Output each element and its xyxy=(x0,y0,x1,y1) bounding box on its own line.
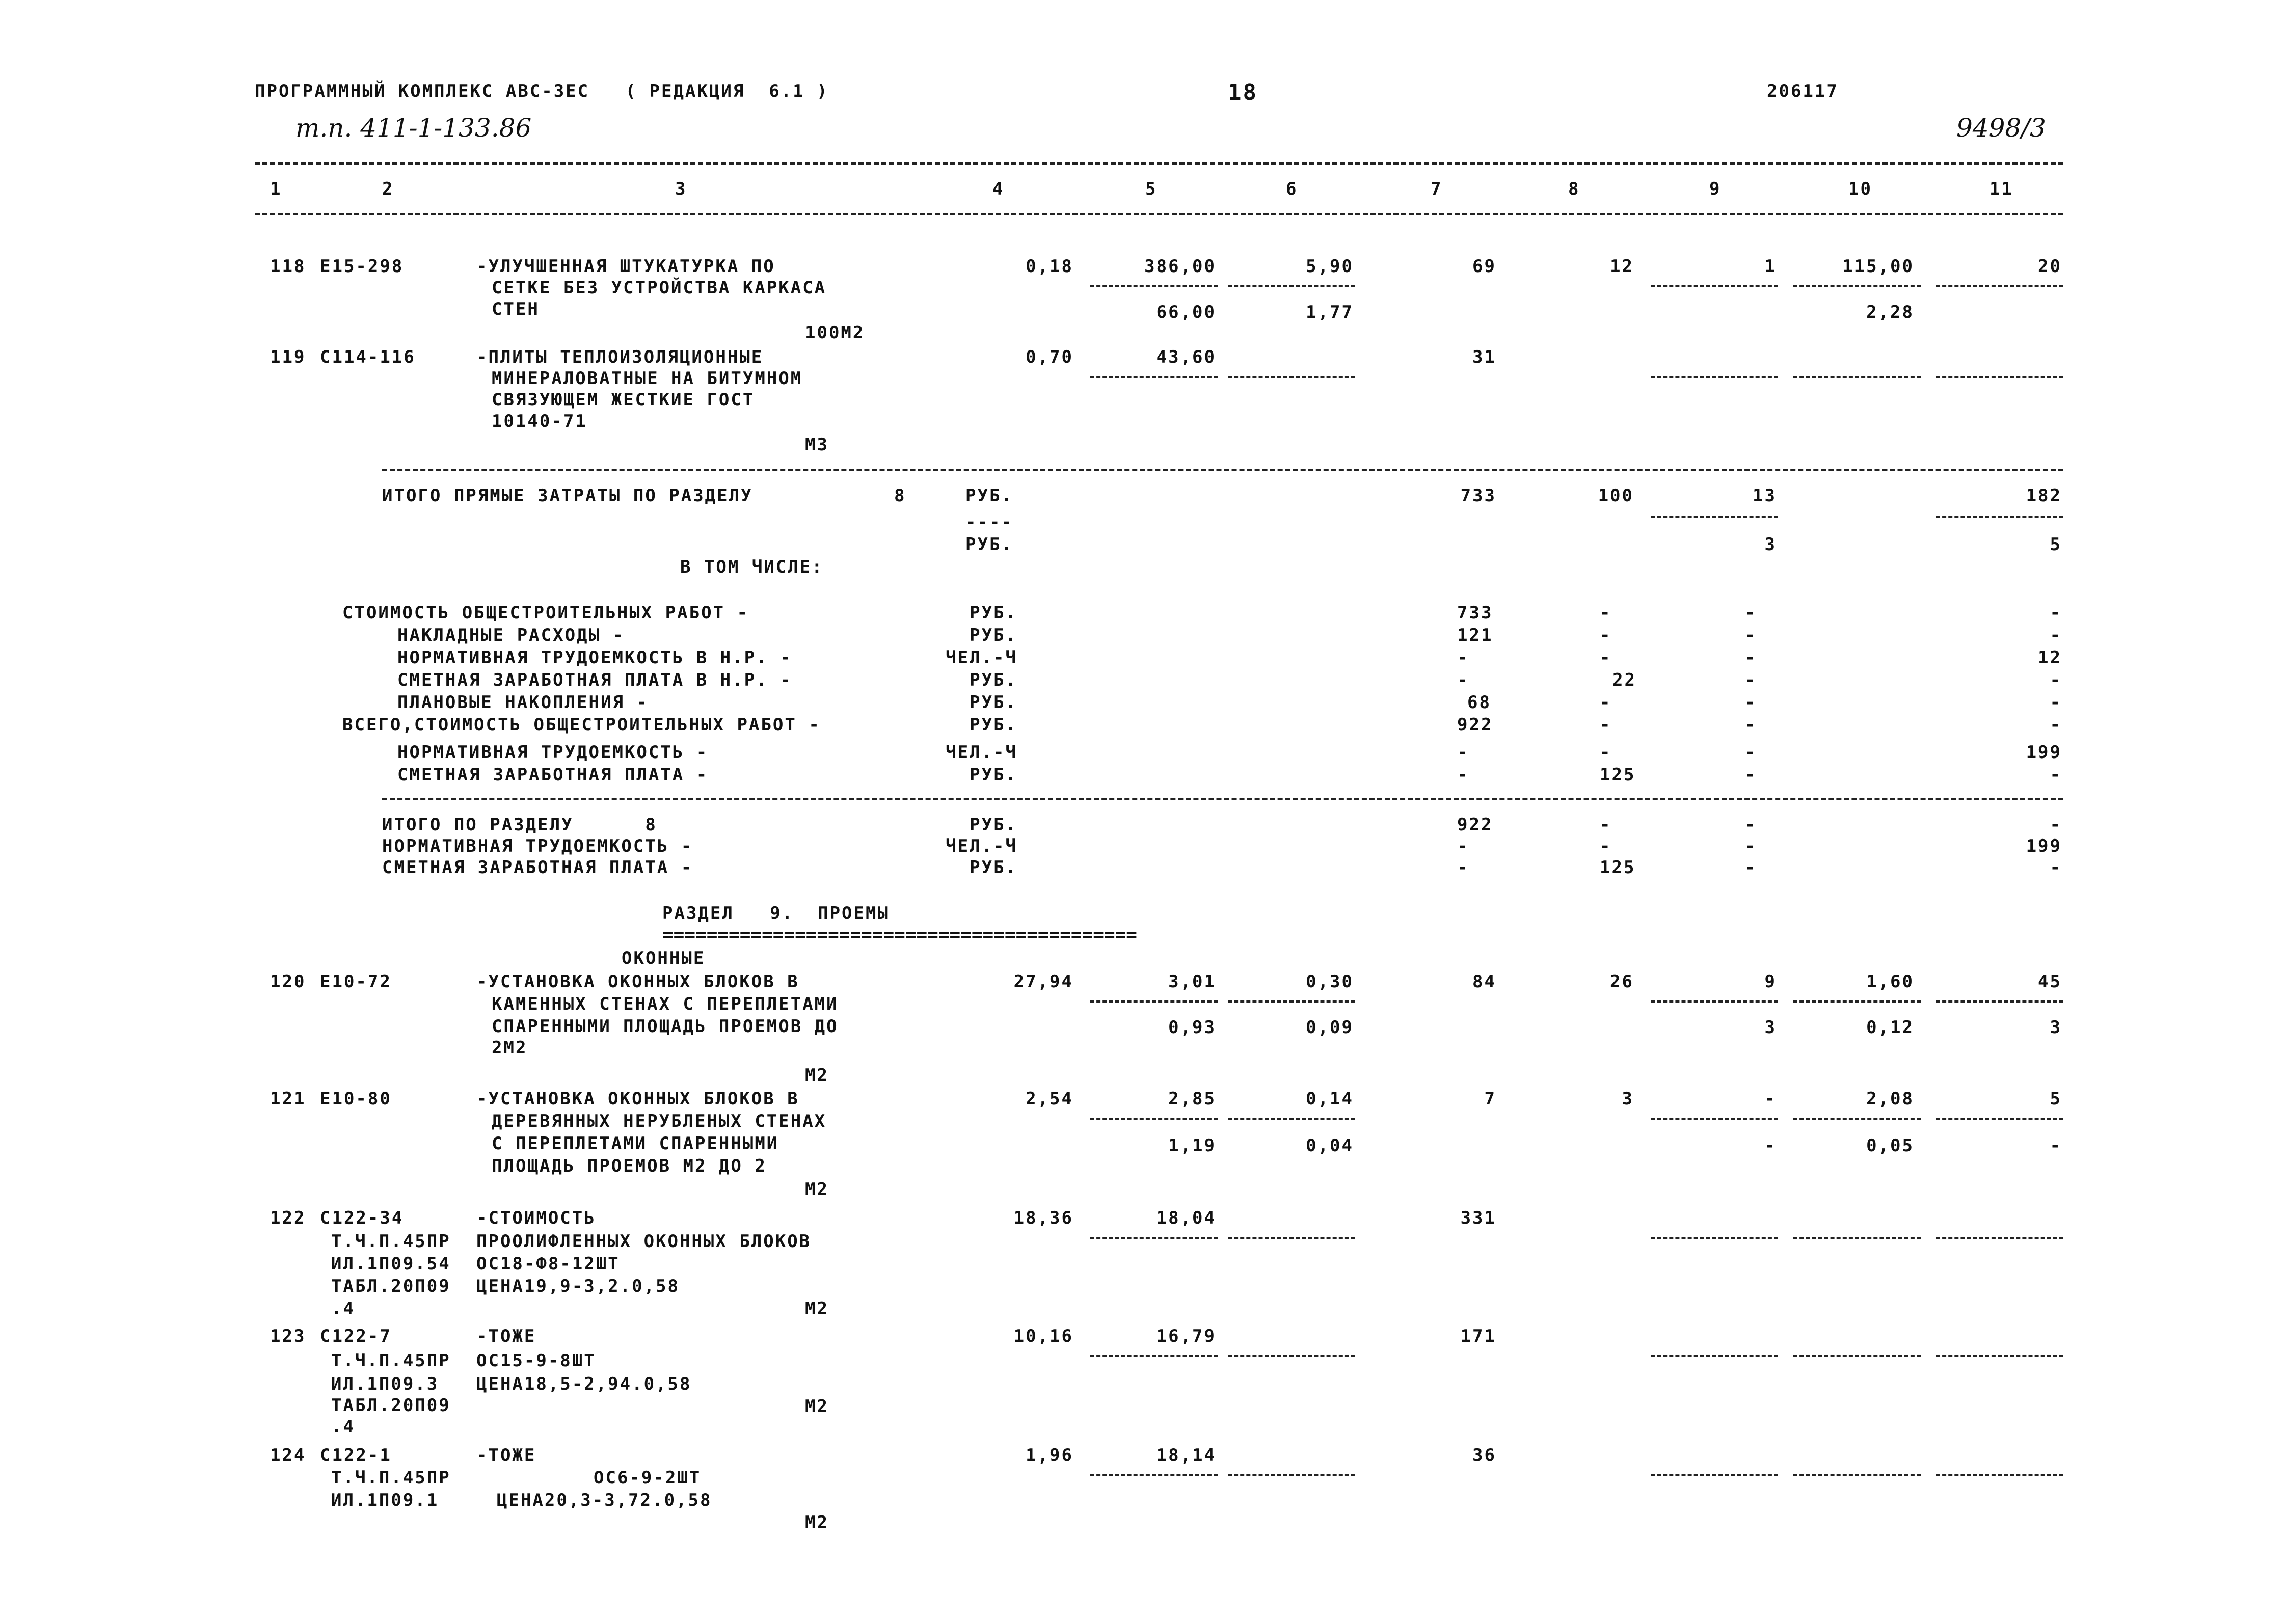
cell-unit-wage: 66,00 xyxy=(1156,302,1216,322)
rate-code: Е10-72 xyxy=(320,971,392,992)
unit: РУБ. xyxy=(965,485,1013,506)
row-description: ЦЕНА18,5-2,94.0,58 xyxy=(476,1374,692,1394)
cell-quantity: 10,16 xyxy=(1013,1326,1073,1346)
cell-labor-total: 199 xyxy=(2026,836,2062,856)
cell-labor-machine: 2,28 xyxy=(1866,302,1914,322)
dash-rule xyxy=(1793,1118,1921,1120)
cell-total-cost: 121 xyxy=(1457,625,1493,645)
dash-rule xyxy=(1651,1237,1778,1239)
cell-unit-cost: 16,79 xyxy=(1156,1326,1216,1346)
dash-rule xyxy=(1090,1000,1218,1003)
column-header: 1 xyxy=(270,179,282,199)
cell-wage-total: - xyxy=(1600,815,1612,835)
row-number: 124 xyxy=(270,1445,306,1466)
cell-total-cost: 733 xyxy=(1460,485,1496,506)
cell-wage-total: 125 xyxy=(1600,765,1636,785)
cell-labor-total: 5 xyxy=(2050,534,2062,555)
cell-labor-total: - xyxy=(2050,692,2062,713)
row-number: 122 xyxy=(270,1208,306,1228)
row-description: 2М2 xyxy=(492,1038,528,1058)
cell-machine-total: - xyxy=(1745,765,1757,785)
cell-machine-total: 13 xyxy=(1753,485,1777,506)
unit: М3 xyxy=(805,435,829,455)
cell-wage-total: - xyxy=(1600,625,1612,645)
reference: ТАБЛ.20П09 xyxy=(331,1276,451,1296)
reference: Т.Ч.П.45ПР xyxy=(331,1350,451,1371)
row-description: МИНЕРАЛОВАТНЫЕ НА БИТУМНОМ xyxy=(492,368,803,389)
cell-unit-wage: 1,19 xyxy=(1168,1135,1216,1156)
cell-labor-unit: 115,00 xyxy=(1842,256,1914,277)
unit: М2 xyxy=(805,1179,829,1200)
dash-rule xyxy=(1228,1118,1355,1120)
row-description: ДЕРЕВЯННЫХ НЕРУБЛЕНЫХ СТЕНАХ xyxy=(492,1111,827,1131)
cell-machine-total: - xyxy=(1745,670,1757,690)
reference: ТАБЛ.20П09 xyxy=(331,1395,451,1416)
row-description: ЦЕНА20,3-3,72.0,58 xyxy=(497,1490,712,1510)
cell-total-cost: 69 xyxy=(1472,256,1496,277)
cell-machine-total: - xyxy=(1745,857,1757,878)
cell-labor-total: 3 xyxy=(2050,1017,2062,1038)
cell-total-cost: 331 xyxy=(1460,1208,1496,1228)
column-header: 9 xyxy=(1709,179,1722,199)
row-description: ОС18-Ф8-12ШТ xyxy=(476,1254,620,1274)
dash-rule xyxy=(1793,1237,1921,1239)
archive-number: 9498/3 xyxy=(1956,113,2046,143)
column-header: 6 xyxy=(1286,179,1298,199)
cell-unit-wage: 0,93 xyxy=(1168,1017,1216,1038)
row-number: 120 xyxy=(270,971,306,992)
cell-total-cost: 7 xyxy=(1484,1089,1496,1109)
unit: РУБ. xyxy=(970,715,1017,735)
cell-machine-wage: 0,04 xyxy=(1306,1135,1354,1156)
dash-rule xyxy=(1090,1355,1218,1357)
row-description: -ТОЖЕ xyxy=(476,1326,536,1346)
unit: РУБ. xyxy=(970,625,1017,645)
cell-wage-total: - xyxy=(1600,692,1612,713)
dash-rule xyxy=(1793,1355,1921,1357)
cell-labor-total: 182 xyxy=(2026,485,2062,506)
row-number: 118 xyxy=(270,256,306,277)
total-section: 8 xyxy=(894,485,906,506)
dash-rule xyxy=(1793,1474,1921,1476)
cell-quantity: 0,70 xyxy=(1026,347,1073,367)
cell-total-cost: - xyxy=(1457,670,1469,690)
row-description: ЦЕНА19,9-3,2.0,58 xyxy=(476,1276,680,1296)
dash-rule xyxy=(1936,285,2063,287)
cell-wage-total: 26 xyxy=(1610,971,1634,992)
cell-labor-unit: 2,08 xyxy=(1866,1089,1914,1109)
dash-rule xyxy=(1228,285,1355,287)
header-rule-bottom xyxy=(255,213,2063,215)
cell-machine-wage: 0,09 xyxy=(1306,1017,1354,1038)
dash-rule xyxy=(1090,1474,1218,1476)
column-header: 2 xyxy=(382,179,394,199)
rate-code: Е15-298 xyxy=(320,256,404,277)
row-number: 119 xyxy=(270,347,306,367)
dash-rule xyxy=(1228,1474,1355,1476)
row-number: 123 xyxy=(270,1326,306,1346)
dash-mark: ---- xyxy=(965,512,1013,532)
rate-code: С122-34 xyxy=(320,1208,404,1228)
row-description: ОС6-9-2ШТ xyxy=(594,1468,702,1488)
column-header: 5 xyxy=(1145,179,1158,199)
cell-total-cost: 31 xyxy=(1472,347,1496,367)
cell-wage-total: - xyxy=(1600,742,1612,763)
dash-rule xyxy=(1228,376,1355,378)
section-total-label: ИТОГО ПО РАЗДЕЛУ 8 xyxy=(382,815,657,835)
cell-labor-total: - xyxy=(2050,765,2062,785)
cell-wage-total: - xyxy=(1600,647,1612,668)
rate-code: С122-7 xyxy=(320,1326,392,1346)
reference: ИЛ.1П09.3 xyxy=(331,1374,439,1394)
unit: РУБ. xyxy=(970,815,1017,835)
cell-machine-wage: 3 xyxy=(1764,1017,1777,1038)
row-description: 10140-71 xyxy=(492,411,587,431)
cell-machine-cost: 0,30 xyxy=(1306,971,1354,992)
breakdown-label: НАКЛАДНЫЕ РАСХОДЫ - xyxy=(397,625,625,645)
document-code: 206117 xyxy=(1767,81,1839,101)
cell-total-cost: 922 xyxy=(1457,815,1493,835)
cell-wage-total: 22 xyxy=(1612,670,1636,690)
cell-labor-total: - xyxy=(2050,603,2062,623)
breakdown-label: ПЛАНОВЫЕ НАКОПЛЕНИЯ - xyxy=(397,692,649,713)
unit: РУБ. xyxy=(970,692,1017,713)
header-rule-top xyxy=(255,162,2063,165)
breakdown-label: СМЕТНАЯ ЗАРАБОТНАЯ ПЛАТА В Н.Р. - xyxy=(397,670,792,690)
cell-unit-cost: 18,04 xyxy=(1156,1208,1216,1228)
cell-labor-total: 199 xyxy=(2026,742,2062,763)
dash-rule xyxy=(1793,376,1921,378)
dash-rule xyxy=(1936,1355,2063,1357)
cell-total-cost: 68 xyxy=(1467,692,1491,713)
cell-total-cost: 733 xyxy=(1457,603,1493,623)
unit: ЧЕЛ.-Ч xyxy=(946,742,1017,763)
dash-rule xyxy=(1936,1000,2063,1003)
unit: РУБ. xyxy=(970,765,1017,785)
total-label: ИТОГО ПРЯМЫЕ ЗАТРАТЫ ПО РАЗДЕЛУ xyxy=(382,485,753,506)
dash-rule xyxy=(1793,285,1921,287)
rate-code: С122-1 xyxy=(320,1445,392,1466)
unit: ЧЕЛ.-Ч xyxy=(946,647,1017,668)
row-description: -ТОЖЕ xyxy=(476,1445,536,1466)
section-title: РАЗДЕЛ 9. ПРОЕМЫ xyxy=(662,903,890,924)
cell-wage-total: 125 xyxy=(1600,857,1636,878)
cell-total-cost: - xyxy=(1457,857,1469,878)
cell-machine-total: - xyxy=(1764,1089,1777,1109)
section-total-label: СМЕТНАЯ ЗАРАБОТНАЯ ПЛАТА - xyxy=(382,857,693,878)
cell-machine-total: - xyxy=(1745,836,1757,856)
cell-machine-total: - xyxy=(1745,692,1757,713)
unit: М2 xyxy=(805,1512,829,1533)
breakdown-label: СМЕТНАЯ ЗАРАБОТНАЯ ПЛАТА - xyxy=(397,765,709,785)
cell-labor-machine: 0,12 xyxy=(1866,1017,1914,1038)
cell-wage-total: 100 xyxy=(1598,485,1634,506)
dash-rule xyxy=(1090,376,1218,378)
dash-rule xyxy=(1228,1355,1355,1357)
cell-machine-wage: 1,77 xyxy=(1306,302,1354,322)
cell-labor-total: 12 xyxy=(2038,647,2062,668)
cell-labor-total: - xyxy=(2050,625,2062,645)
cell-labor-machine: 0,05 xyxy=(1866,1135,1914,1156)
row-description: СТЕН xyxy=(492,299,540,319)
reference: ИЛ.1П09.1 xyxy=(331,1490,439,1510)
unit: М2 xyxy=(805,1065,829,1086)
dash-rule xyxy=(1793,1000,1921,1003)
unit: М2 xyxy=(805,1396,829,1417)
cell-unit-cost: 3,01 xyxy=(1168,971,1216,992)
cell-quantity: 18,36 xyxy=(1013,1208,1073,1228)
dash-rule xyxy=(1651,516,1778,518)
cell-machine-total: 1 xyxy=(1764,256,1777,277)
column-header: 8 xyxy=(1568,179,1580,199)
unit: РУБ. xyxy=(970,857,1017,878)
breakdown-label: ВСЕГО,СТОИМОСТЬ ОБЩЕСТРОИТЕЛЬНЫХ РАБОТ - xyxy=(342,715,821,735)
column-header: 10 xyxy=(1848,179,1872,199)
cell-unit-cost: 2,85 xyxy=(1168,1089,1216,1109)
reference: .4 xyxy=(331,1298,355,1319)
row-description: -УСТАНОВКА ОКОННЫХ БЛОКОВ В xyxy=(476,971,799,992)
cell-labor-total: - xyxy=(2050,815,2062,835)
unit: М2 xyxy=(805,1298,829,1319)
unit: РУБ. xyxy=(965,534,1013,555)
cell-quantity: 27,94 xyxy=(1013,971,1073,992)
cell-labor-unit: 1,60 xyxy=(1866,971,1914,992)
row-description: -УСТАНОВКА ОКОННЫХ БЛОКОВ В xyxy=(476,1089,799,1109)
cell-machine-total: - xyxy=(1745,815,1757,835)
dash-rule xyxy=(1936,1118,2063,1120)
dash-rule xyxy=(1228,1000,1355,1003)
row-description: ОС15-9-8ШТ xyxy=(476,1350,596,1371)
row-description: СПАРЕННЫМИ ПЛОЩАДЬ ПРОЕМОВ ДО xyxy=(492,1016,839,1037)
cell-total-cost: 84 xyxy=(1472,971,1496,992)
row-description: С ПЕРЕПЛЕТАМИ СПАРЕННЫМИ xyxy=(492,1133,779,1154)
dash-rule xyxy=(1228,1237,1355,1239)
cell-unit-cost: 386,00 xyxy=(1144,256,1216,277)
cell-machine-total: - xyxy=(1745,647,1757,668)
column-header: 11 xyxy=(1989,179,2013,199)
dash-rule xyxy=(1090,285,1218,287)
dash-rule xyxy=(1651,1118,1778,1120)
reference: Т.Ч.П.45ПР xyxy=(331,1468,451,1488)
cell-labor-total: - xyxy=(2050,670,2062,690)
reference: ИЛ.1П09.54 xyxy=(331,1254,451,1274)
page-number: 18 xyxy=(1228,79,1258,105)
unit: 100М2 xyxy=(805,322,865,343)
section-underline: =========================================== xyxy=(662,925,1137,945)
row-number: 121 xyxy=(270,1089,306,1109)
cell-machine-total: - xyxy=(1745,603,1757,623)
dash-rule xyxy=(1651,1474,1778,1476)
cell-total-cost: 171 xyxy=(1460,1326,1496,1346)
in-that-number-label: В ТОМ ЧИСЛЕ: xyxy=(680,557,824,577)
dash-rule xyxy=(1936,1474,2063,1476)
dash-rule xyxy=(1090,1237,1218,1239)
dash-rule xyxy=(1651,285,1778,287)
dash-rule xyxy=(1651,1355,1778,1357)
unit: РУБ. xyxy=(970,670,1017,690)
reference: .4 xyxy=(331,1417,355,1437)
unit: РУБ. xyxy=(970,603,1017,623)
breakdown-label: НОРМАТИВНАЯ ТРУДОЕМКОСТЬ - xyxy=(397,742,709,763)
row-description: СЕТКЕ БЕЗ УСТРОЙСТВА КАРКАСА xyxy=(492,278,827,298)
cell-wage-total: - xyxy=(1600,836,1612,856)
cell-total-cost: - xyxy=(1457,647,1469,668)
cell-wage-total: - xyxy=(1600,603,1612,623)
row-description: -УЛУЧШЕННАЯ ШТУКАТУРКА ПО xyxy=(476,256,775,277)
cell-quantity: 0,18 xyxy=(1026,256,1073,277)
row-description: ПРООЛИФЛЕННЫХ ОКОННЫХ БЛОКОВ xyxy=(476,1231,812,1252)
dash-rule xyxy=(1090,1118,1218,1120)
dash-rule xyxy=(1936,516,2063,518)
cell-machine-cost: 0,14 xyxy=(1306,1089,1354,1109)
rate-code: Е10-80 xyxy=(320,1089,392,1109)
cell-machine-total: 9 xyxy=(1764,971,1777,992)
column-header: 3 xyxy=(675,179,687,199)
cell-machine-total: - xyxy=(1745,625,1757,645)
breakdown-label: НОРМАТИВНАЯ ТРУДОЕМКОСТЬ В Н.Р. - xyxy=(397,647,792,668)
cell-total-cost: - xyxy=(1457,742,1469,763)
cell-labor-total: - xyxy=(2050,715,2062,735)
column-header: 7 xyxy=(1431,179,1443,199)
section-total-rule xyxy=(382,798,2063,800)
subtotal-rule xyxy=(382,469,2063,471)
cell-machine-total: - xyxy=(1745,715,1757,735)
dash-rule xyxy=(1936,1237,2063,1239)
cell-labor-total: 45 xyxy=(2038,971,2062,992)
cell-total-cost: 36 xyxy=(1472,1445,1496,1466)
cell-machine-wage: - xyxy=(1764,1135,1777,1156)
cell-labor-total: - xyxy=(2050,1135,2062,1156)
row-description: -СТОИМОСТЬ xyxy=(476,1208,596,1228)
cell-wage-total: 3 xyxy=(1622,1089,1634,1109)
cell-quantity: 2,54 xyxy=(1026,1089,1073,1109)
row-description: -ПЛИТЫ ТЕПЛОИЗОЛЯЦИОННЫЕ xyxy=(476,347,764,367)
row-description: КАМЕННЫХ СТЕНАХ С ПЕРЕПЛЕТАМИ xyxy=(492,994,839,1014)
cell-machine-cost: 5,90 xyxy=(1306,256,1354,277)
rate-code: С114-116 xyxy=(320,347,416,367)
dash-rule xyxy=(1651,376,1778,378)
cell-machine-wage: 3 xyxy=(1764,534,1777,555)
unit: ЧЕЛ.-Ч xyxy=(946,836,1017,856)
section-total-label: НОРМАТИВНАЯ ТРУДОЕМКОСТЬ - xyxy=(382,836,693,856)
cell-labor-total: 5 xyxy=(2050,1089,2062,1109)
program-title: ПРОГРАММНЫЙ КОМПЛЕКС АВС-3ЕС ( РЕДАКЦИЯ 6.1 ) xyxy=(255,81,829,101)
cell-unit-cost: 43,60 xyxy=(1156,347,1216,367)
row-description: ПЛОЩАДЬ ПРОЕМОВ М2 ДО 2 xyxy=(492,1156,767,1176)
cell-wage-total: 12 xyxy=(1610,256,1634,277)
reference: Т.Ч.П.45ПР xyxy=(331,1231,451,1252)
cell-labor-total: 20 xyxy=(2038,256,2062,277)
cell-unit-cost: 18,14 xyxy=(1156,1445,1216,1466)
cell-wage-total: - xyxy=(1600,715,1612,735)
cell-total-cost: - xyxy=(1457,765,1469,785)
dash-rule xyxy=(1936,376,2063,378)
cell-total-cost: - xyxy=(1457,836,1469,856)
project-number: т.п. 411-1-133.86 xyxy=(295,113,532,143)
cell-total-cost: 922 xyxy=(1457,715,1493,735)
column-header: 4 xyxy=(992,179,1005,199)
section-subtitle: ОКОННЫЕ xyxy=(622,948,706,968)
dash-rule xyxy=(1651,1000,1778,1003)
cell-labor-total: - xyxy=(2050,857,2062,878)
breakdown-label: СТОИМОСТЬ ОБЩЕСТРОИТЕЛЬНЫХ РАБОТ - xyxy=(342,603,749,623)
cell-machine-total: - xyxy=(1745,742,1757,763)
cell-quantity: 1,96 xyxy=(1026,1445,1073,1466)
row-description: СВЯЗУЮЩЕМ ЖЕСТКИЕ ГОСТ xyxy=(492,390,755,410)
